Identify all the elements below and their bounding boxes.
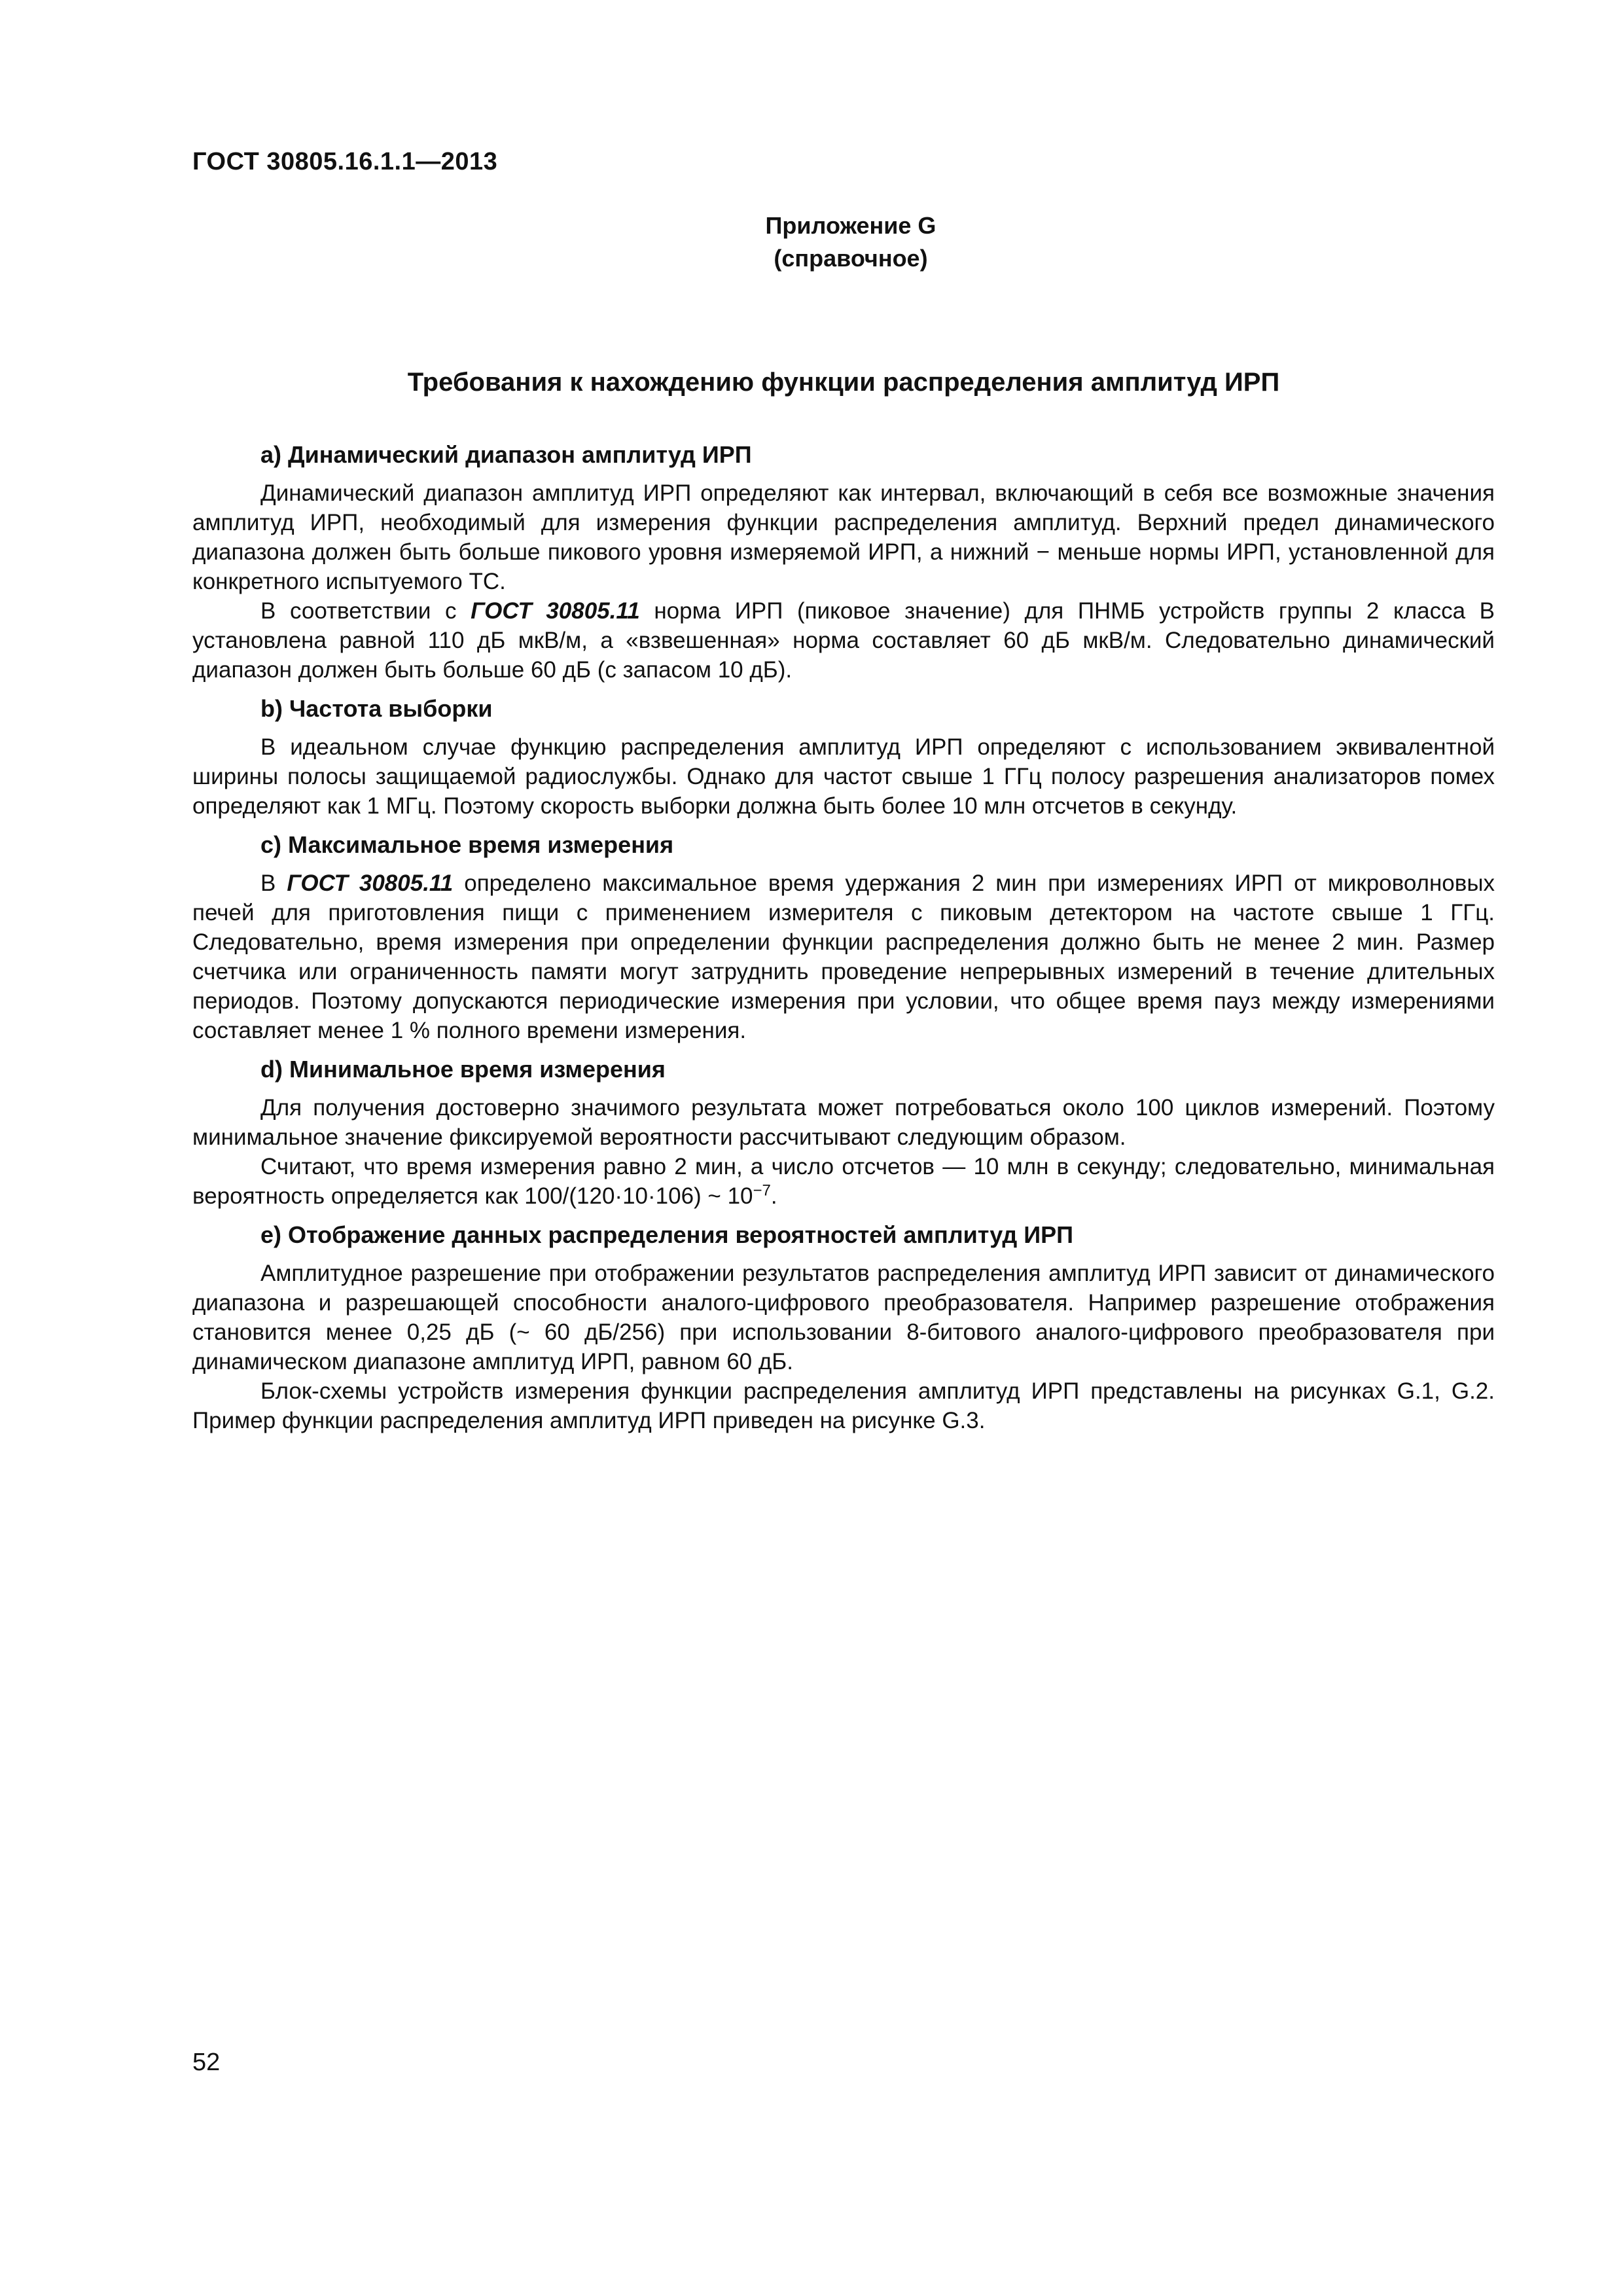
paragraph-text: определено максимальное время удержания 2 мин при измерениях ИРП от микроволновых печей для приготовления пищи с применением измерителя с пиковым детектором на частоте свыше 1 ГГц. Следовательно, время измерения при определении функции распределения должно быть не менее 2 мин. Размер счетчика или ограниченность памяти могут затруднить проведение непрерывных измерений в течение длительных периодов. Поэтому допускаются периодические измерения при условии, что общее время пауз между измерениями составляет менее 1 % полного времени измерения. bbox=[192, 870, 1495, 1043]
page-title: Требования к нахождению функции распределения амплитуд ИРП bbox=[407, 368, 1280, 397]
section-a bbox=[192, 440, 1495, 685]
paragraph-text: В bbox=[260, 870, 287, 896]
standard-id-header: ГОСТ 30805.16.1.1—2013 bbox=[192, 148, 498, 175]
section-heading: d) Минимальное время измерения bbox=[260, 1056, 666, 1083]
section-e bbox=[192, 1220, 1495, 1435]
standard-reference: ГОСТ 30805.11 bbox=[471, 598, 640, 624]
exponent: −7 bbox=[753, 1181, 771, 1200]
paragraph bbox=[192, 1152, 1495, 1211]
paragraph-text: В соответствии с bbox=[260, 598, 471, 624]
paragraph: В идеальном случае функцию распределения амплитуд ИРП определяют с использованием эквивалентной ширины полосы защищаемой радиослужбы. Однако для частот свыше 1 ГГц полосу разрешения анализаторов помех определяют как 1 МГц. Поэтому скорость выборки должна быть более 10 млн отсчетов в секунду. bbox=[192, 734, 1495, 819]
page-number: 52 bbox=[192, 2049, 221, 2076]
paragraph bbox=[192, 869, 1495, 1045]
section-heading: a) Динамический диапазон амплитуд ИРП bbox=[260, 441, 752, 468]
paragraph: Для получения достоверно значимого результата может потребоваться около 100 циклов измерений. Поэтому минимальное значение фиксируемой вероятности рассчитывают следующим образом. bbox=[192, 1095, 1495, 1150]
section-c bbox=[192, 830, 1495, 1045]
paragraph bbox=[192, 596, 1495, 685]
section-b bbox=[192, 694, 1495, 821]
paragraph: Динамический диапазон амплитуд ИРП определяют как интервал, включающий в себя все возможные значения амплитуд ИРП, необходимый для измерения функции распределения амплитуд. Верхний предел динамического диапазона должен быть больше пикового уровня измеряемой ИРП, а нижний − меньше нормы ИРП, установленной для конкретного испытуемого ТС. bbox=[192, 480, 1495, 594]
appendix-status: (справочное) bbox=[774, 245, 928, 272]
paragraph: Амплитудное разрешение при отображении результатов распределения амплитуд ИРП зависит от динамического диапазона и разрешающей способности аналого-цифрового преобразователя. Например разрешение отображения становится менее 0,25 дБ (~ 60 дБ/256) при использовании 8-битового аналого-цифрового преобразователя при динамическом диапазоне амплитуд ИРП, равном 60 дБ. bbox=[192, 1261, 1495, 1374]
section-heading: c) Максимальное время измерения bbox=[260, 831, 674, 858]
paragraph-text: норма ИРП (пиковое значение) для ПНМБ устройств группы 2 класса В установлена равной 110 дБ мкВ/м, а «взвешенная» норма составляет 60 дБ мкВ/м. Следовательно динамический диапазон должен быть больше 60 дБ (с запасом 10 дБ). bbox=[192, 598, 1495, 683]
document-body bbox=[192, 432, 1495, 1444]
section-heading: e) Отображение данных распределения вероятностей амплитуд ИРП bbox=[260, 1221, 1074, 1248]
paragraph-text: . bbox=[770, 1183, 777, 1209]
standard-reference: ГОСТ 30805.11 bbox=[287, 870, 454, 896]
paragraph-text: Считают, что время измерения равно 2 мин, а число отсчетов — 10 млн в секунду; следовательно, минимальная вероятность определяется как 100/(120·10·106) ~ 10 bbox=[192, 1154, 1495, 1209]
section-d bbox=[192, 1054, 1495, 1211]
appendix-label bbox=[589, 209, 1113, 275]
section-heading: b) Частота выборки bbox=[260, 695, 493, 722]
appendix-title: Приложение G bbox=[765, 212, 936, 239]
paragraph: Блок-схемы устройств измерения функции распределения амплитуд ИРП представлены на рисунках G.1, G.2. Пример функции распределения амплитуд ИРП приведен на рисунке G.3. bbox=[192, 1378, 1495, 1433]
